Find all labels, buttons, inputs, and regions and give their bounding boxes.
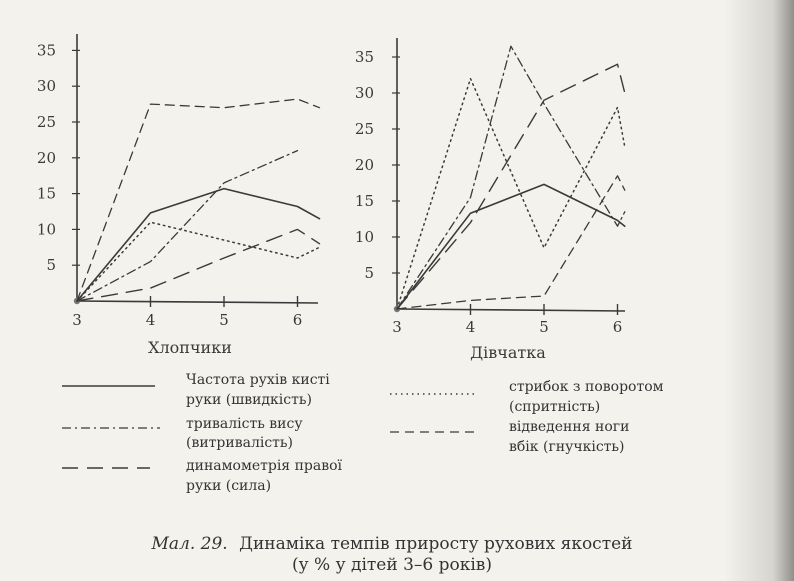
legend-label-agility-line1: стрибок з поворотом [509, 379, 664, 395]
series-line-speed [77, 189, 320, 301]
series-line-strength [77, 229, 320, 301]
legend [62, 372, 664, 494]
girls-x-axis-label: Дівчатка [470, 343, 546, 362]
girls-series [397, 46, 625, 309]
y-tick-label: 20 [36, 148, 56, 167]
y-tick-label: 30 [354, 84, 374, 102]
legend-item-flexibility [390, 419, 629, 455]
y-tick-label: 15 [354, 192, 374, 210]
figure-caption [151, 534, 633, 554]
girls-y-ticks [355, 48, 400, 282]
series-line-agility [77, 222, 320, 301]
legend-label-speed-line1: Частота рухів кисті [186, 372, 330, 388]
legend-item-speed [62, 372, 330, 408]
legend-label-flexibility-line1: відведення ноги [509, 419, 630, 435]
boys-series [77, 99, 320, 301]
x-tick-label: 3 [392, 318, 402, 336]
boys-x-axis [77, 301, 318, 303]
caption-subtitle: (у % у дітей 3–6 років) [291, 555, 493, 575]
y-tick-label: 35 [36, 41, 56, 60]
legend-label-endurance-line1: тривалість вису [186, 416, 303, 432]
y-tick-label: 5 [364, 264, 374, 282]
legend-label-agility-line2: (спритність) [509, 399, 601, 415]
y-tick-label: 10 [354, 228, 374, 246]
caption-title: Динаміка темпів приросту рухових якостей [239, 534, 633, 554]
y-tick-label: 25 [36, 113, 56, 131]
boys-x-axis-label: Хлопчики [148, 338, 232, 357]
x-tick-label: 3 [72, 311, 82, 329]
x-tick-label: 5 [539, 318, 549, 336]
y-tick-label: 15 [36, 184, 56, 203]
series-line-agility [397, 79, 625, 309]
x-tick-label: 6 [612, 318, 623, 336]
y-tick-label: 25 [354, 120, 374, 138]
legend-label-strength-line2: руки (сила) [186, 478, 272, 494]
boys-y-ticks [37, 41, 80, 274]
y-tick-label: 30 [36, 77, 56, 96]
y-tick-label: 35 [354, 48, 374, 66]
legend-item-endurance [62, 416, 303, 451]
legend-item-strength [62, 458, 343, 494]
girls-chart-panel [355, 38, 625, 362]
series-line-flexibility [397, 176, 625, 309]
y-tick-label: 10 [36, 220, 56, 239]
legend-label-strength-line1: динамометрія правої [186, 458, 343, 474]
series-line-strength [397, 64, 625, 309]
legend-label-endurance-line2: (витривалість) [186, 435, 293, 451]
y-tick-label: 20 [354, 156, 374, 174]
girls-axes [394, 38, 625, 312]
boys-chart-panel [37, 34, 320, 357]
x-tick-label: 5 [219, 311, 229, 329]
legend-item-agility [390, 379, 664, 415]
boys-axes [74, 34, 318, 304]
legend-label-flexibility-line2: вбік (гнучкість) [509, 439, 625, 455]
series-line-endurance [77, 151, 298, 301]
caption-label: Мал. 29. [151, 534, 228, 554]
series-line-flexibility [77, 99, 320, 301]
x-tick-label: 4 [145, 311, 156, 329]
girls-x-axis [397, 309, 625, 311]
x-tick-label: 6 [292, 311, 303, 329]
legend-label-speed-line2: руки (швидкість) [186, 392, 312, 408]
y-tick-label: 5 [46, 256, 56, 275]
x-tick-label: 4 [465, 318, 476, 336]
